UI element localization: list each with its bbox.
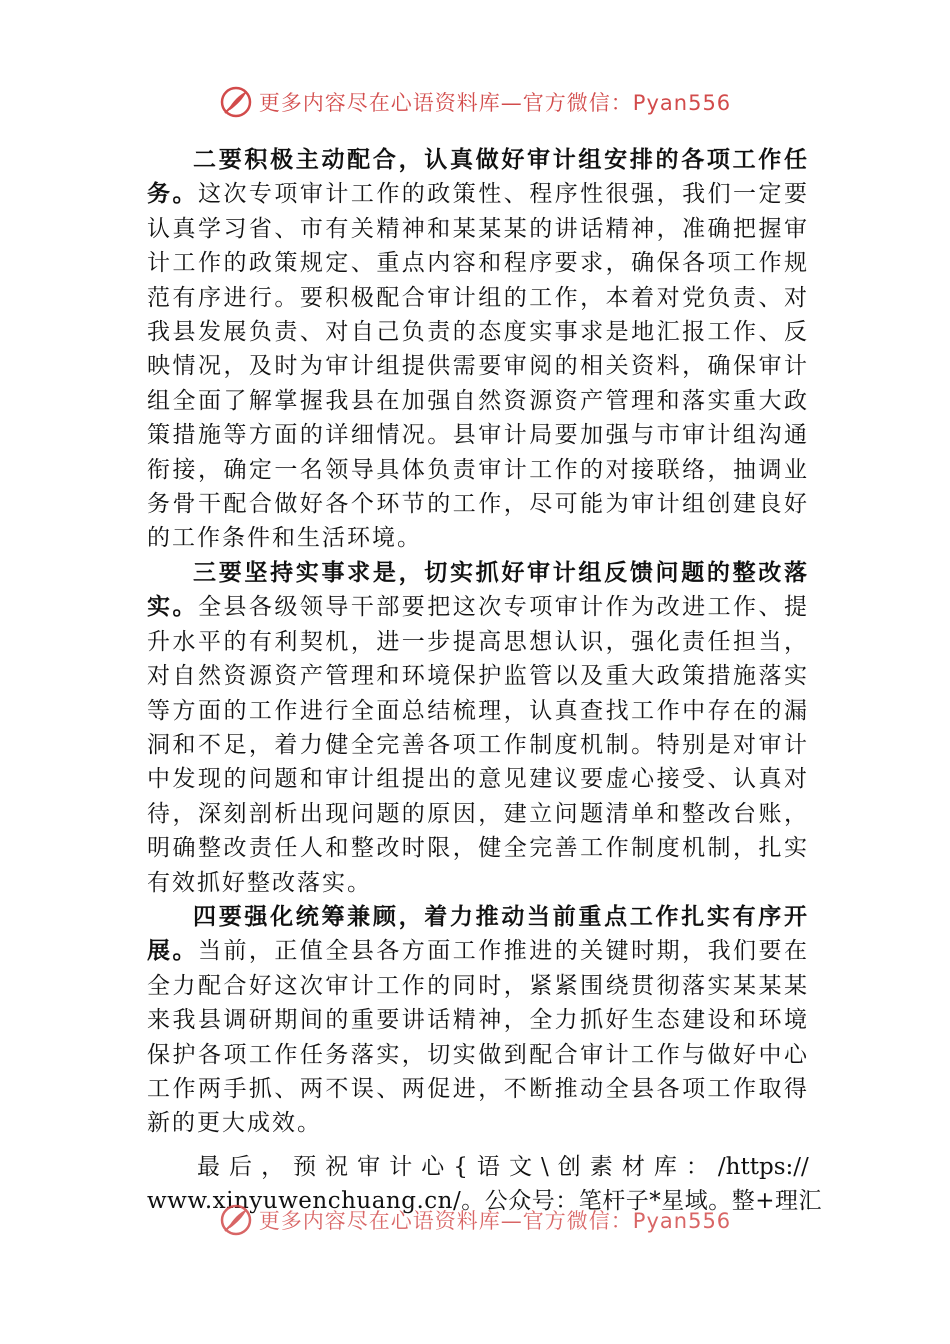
header-watermark: [0, 82, 950, 122]
closing-link-text: /https://: [717, 1154, 809, 1180]
paragraph-heading: 三要坚持实事求是，切实抓好审计组反馈问题的整改落实。: [147, 558, 809, 621]
closing-char: 祝: [325, 1154, 349, 1180]
paragraph-4: [147, 900, 809, 1141]
closing-char: 材: [621, 1154, 645, 1180]
closing-char: 素: [589, 1154, 613, 1180]
closing-char: 库: [653, 1154, 677, 1180]
paragraph-heading: 四要强化统筹兼顾，着力推动当前重点工作扎实有序开展。: [147, 902, 809, 965]
closing-char: 创: [557, 1154, 581, 1180]
closing-line-1: [147, 1150, 809, 1184]
footer-watermark-text: 更多内容尽在心语资料库—官方微信：Pyan556: [258, 1209, 732, 1233]
paragraph-2: [147, 143, 809, 556]
paragraph-text: 这次专项审计工作的政策性、程序性很强，我们一定要认真学习省、市有关精神和某某某的讲话精神，准确把握审计工作的政策规定、重点内容和程序要求，确保各项工作规范有序进行。要积极配合审计组的工作，本着对党负责、对我县发展负责、对自己负责的态度实事求是地汇报工作、反映情况，及时为审计组提供需要审阅的相关资料，确保审计组全面了解掌握我县在加强自然资源资产管理和落实重大政策措施等方面的详细情况。县审计局要加强与市审计组沟通衔接，确定一名领导具体负责审计工作的对接联络，抽调业务骨干配合做好各个环节的工作，尽可能为审计组创建良好的工作条件和生活环境。: [147, 181, 810, 552]
paragraph-text: 当前，正值全县各方面工作推进的关键时期，我们要在全力配合好这次审计工作的同时，紧紧围绕贯彻落实某某某来我县调研期间的重要讲话精神，全力抓好生态建设和环境保护各项工作任务落实，切实做到配合审计工作与做好中心工作两手抓、两不误、两促进，不断推动全县各项工作取得新的更大成效。: [147, 938, 810, 1137]
feather-pen-logo-icon: [219, 85, 253, 119]
feather-pen-logo-icon: [219, 1203, 253, 1237]
paragraph-heading: 二要积极主动配合，认真做好审计组安排的各项工作任务。: [147, 146, 809, 208]
paragraph-text: 全县各级领导干部要把这次专项审计作为改进工作、提升水平的有利契机，进一步提高思想认识，强化责任担当，对自然资源资产管理和环境保护监管以及重大政策措施落实等方面的工作进行全面总结梳理，认真查找工作中存在的漏洞和不足，着力健全完善各项工作制度机制。特别是对审计中发现的问题和审计组提出的意见建议要虚心接受、认真对待，深刻剖析出现问题的原因，建立问题清单和整改台账，明确整改责任人和整改时限，健全完善工作制度机制，扎实有效抓好整改落实。: [147, 594, 810, 896]
closing-char: \: [540, 1154, 549, 1180]
closing-char: 后: [229, 1154, 253, 1180]
document-body: [147, 143, 809, 1141]
closing-char: {: [453, 1154, 468, 1180]
closing-line-2: www.xinyuwenchuang.cn/。公众号：笔杆子*星域。整+理汇: [147, 1188, 822, 1215]
footer-watermark: [0, 1202, 950, 1238]
closing-char: 预: [293, 1154, 317, 1180]
paragraph-3: [147, 556, 809, 900]
header-watermark-text: 更多内容尽在心语资料库—官方微信：Pyan556: [258, 91, 732, 115]
closing-char: 语: [476, 1154, 500, 1180]
closing-char: ，: [261, 1154, 285, 1180]
closing-char: ：: [685, 1154, 709, 1180]
closing-char: 计: [389, 1154, 413, 1180]
closing-char: 心: [421, 1154, 445, 1180]
closing-char: 审: [357, 1154, 381, 1180]
closing-char: 最: [197, 1154, 220, 1180]
closing-char: 文: [508, 1154, 532, 1180]
